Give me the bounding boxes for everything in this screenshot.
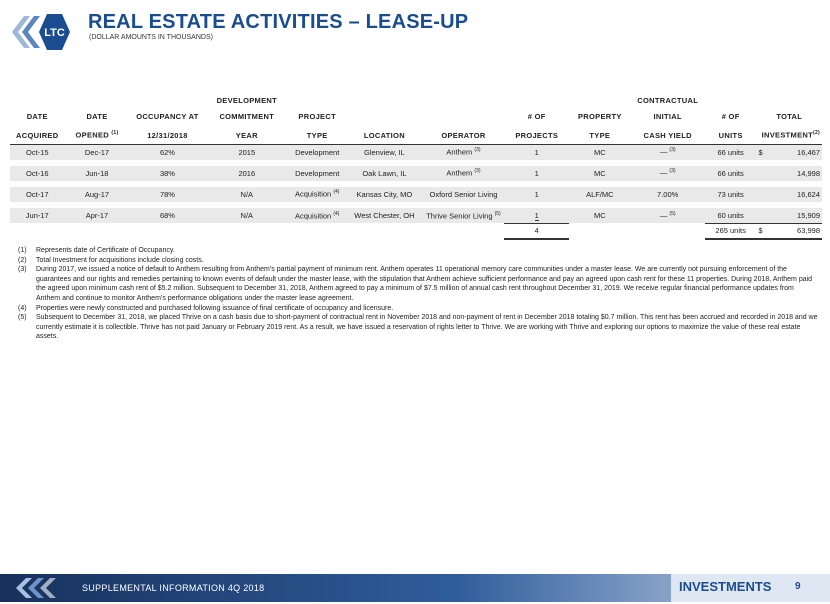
table-row	[10, 144, 822, 160]
col-units-h1	[705, 93, 757, 109]
total-investment: $ 63,998	[756, 223, 822, 239]
cell-units: 66 units	[705, 144, 757, 160]
lease-up-table	[10, 93, 822, 240]
cell-dev-year: 2015	[205, 144, 288, 160]
cell-cash-yield: 7.00%	[631, 187, 705, 202]
page-number: 9	[795, 581, 801, 592]
col-date-opened: OPENED $^{(1)}$	[65, 125, 130, 144]
footnote: (5) Subsequent to December 31, 2018, we placed Thrive on a cash basis due to short-payment of contractual rent in November 2018 and non-payment of rent in December 2018 totaling $0.7 million. This rent has been accrued and recorded in 2018 and we currently estimate it is collectible. Thrive has not paid January or February 2019 rent. As a result, we have issued a reservation of rights letter to Thrive. We are working with Thrive and exploring our options to maximize the value of these real estate assets.	[18, 314, 818, 341]
cell-operator: Thrive Senior Living $^{(5)}$	[423, 208, 505, 224]
cell-property-type: ALF/MC	[569, 187, 630, 202]
col-dev-commitment: YEAR	[205, 125, 288, 144]
col-property-type-h2: PROPERTY	[577, 112, 622, 121]
table-row	[10, 187, 822, 202]
cell-operator: Oxford Senior Living	[423, 187, 505, 202]
cell-property-type: MC	[569, 208, 630, 224]
col-occupancy-h2: OCCUPANCY AT	[136, 112, 199, 121]
cell-occupancy: 62%	[129, 144, 205, 160]
cell-project-type: Acquisition $^{(4)}$	[288, 187, 346, 202]
cell-operator: Anthem $^{(3)}$	[423, 166, 505, 181]
cell-operator: Anthem $^{(3)}$	[423, 144, 505, 160]
total-units: 265 units	[705, 223, 757, 239]
cell-project-type: Development	[288, 144, 346, 160]
cell-investment: 15,909	[756, 208, 822, 224]
cell-date-opened: Dec-17	[65, 144, 130, 160]
col-dev-commitment-h2: COMMITMENT	[219, 112, 275, 121]
cell-location: Kansas City, MO	[346, 187, 422, 202]
col-investment: INVESTMENT$^{(2)}$	[756, 125, 822, 144]
col-investment-h2: TOTAL	[776, 112, 803, 121]
cell-location: Glenview, IL	[346, 144, 422, 160]
col-projects-h2: # OF	[527, 112, 546, 121]
cell-date-opened: Aug-17	[65, 187, 130, 202]
cell-cash-yield: — $^{(3)}$	[631, 166, 705, 181]
chevron-logo-icon	[14, 576, 64, 600]
col-project-type: TYPE	[288, 125, 346, 144]
cell-dev-year: N/A	[205, 208, 288, 224]
totals-row	[10, 223, 822, 239]
footnote: (1) Represents date of Certificate of Occupancy.	[18, 247, 175, 254]
col-date-opened-h2: DATE	[86, 112, 108, 121]
cell-date-opened: Apr-17	[65, 208, 130, 224]
col-projects: PROJECTS	[504, 125, 569, 144]
col-property-type: TYPE	[569, 125, 630, 144]
page-subtitle: (DOLLAR AMOUNTS IN THOUSANDS)	[89, 34, 213, 41]
cell-date-acquired: Jun-17	[10, 208, 65, 224]
col-dev-commitment-h1: DEVELOPMENT	[216, 96, 277, 105]
cell-cash-yield: — $^{(3)}$	[631, 144, 705, 160]
footer-section-box	[671, 574, 830, 602]
cell-occupancy: 78%	[129, 187, 205, 202]
cell-cash-yield: — $^{(5)}$	[631, 208, 705, 224]
svg-text:LTC: LTC	[44, 27, 65, 39]
footnote: (3) During 2017, we issued a notice of default to Anthem resulting from Anthem’s partial payment of minimum rent. Anthem operates 11 operational memory care communities under a master lease. We are currently not pursuing enforcement of the guarantees and our rights and remedies pertaining to known events of default under the master lease, with the stipulation that Anthem achieve sufficient performance and pay an agreed upon cash rent for these 11 properties. During 2018, Anthem paid the agreed upon minimum cash rent of $5.2 million. Subsequent to December 31, 2018, Anthem agreed to pay a minimum of $7.5 million of annual cash rent throughout December 31, 2019. We receive regular financial performance updates from Anthem and continue to monitor Anthem’s performance obligations under the master lease agreement.	[18, 266, 813, 302]
col-date-acquired-h2: DATE	[26, 112, 48, 121]
cell-date-acquired: Oct-16	[10, 166, 65, 181]
cell-units: 66 units	[705, 166, 757, 181]
cell-date-acquired: Oct-17	[10, 187, 65, 202]
header-row-1	[10, 93, 822, 109]
col-location: LOCATION	[346, 125, 422, 144]
col-date-acquired: ACQUIRED	[10, 125, 65, 144]
total-projects: 4	[504, 223, 569, 239]
col-cash-yield-h1: CONTRACTUAL	[637, 96, 699, 105]
cell-units: 60 units	[705, 208, 757, 224]
col-project-type-h1	[288, 93, 346, 109]
col-units: UNITS	[705, 125, 757, 144]
footer	[0, 574, 830, 604]
col-cash-yield: CASH YIELD	[631, 125, 705, 144]
cell-project-type: Development	[288, 166, 346, 181]
cell-occupancy: 38%	[129, 166, 205, 181]
cell-dev-year: 2016	[205, 166, 288, 181]
col-location-h1	[346, 93, 422, 109]
cell-investment: 14,998	[756, 166, 822, 181]
cell-occupancy: 68%	[129, 208, 205, 224]
cell-property-type: MC	[569, 166, 630, 181]
cell-projects: 1	[504, 166, 569, 181]
col-operator-h1	[423, 93, 505, 109]
col-operator-h2	[423, 109, 505, 125]
ltc-logo	[10, 10, 80, 54]
col-projects-h1	[504, 93, 569, 109]
cell-property-type: MC	[569, 144, 630, 160]
header-row-3	[10, 125, 822, 144]
cell-investment: 16,624	[756, 187, 822, 202]
cell-location: West Chester, OH	[346, 208, 422, 224]
cell-units: 73 units	[705, 187, 757, 202]
header-row-2	[10, 109, 822, 125]
table-row	[10, 166, 822, 181]
footnote: (2) Total Investment for acquisitions include closing costs.	[18, 256, 204, 264]
cell-date-acquired: Oct-15	[10, 144, 65, 160]
col-project-type-h2: PROJECT	[298, 112, 336, 121]
col-investment-h1	[756, 93, 822, 109]
col-location-h2	[346, 109, 422, 125]
col-property-type-h1	[569, 93, 630, 109]
cell-projects: 1	[504, 187, 569, 202]
col-units-h2: # OF	[721, 112, 740, 121]
col-date-acquired-h1	[10, 93, 65, 109]
footnote: (4) Properties were newly constructed and purchased following issuance of final certificate of occupancy and licensure.	[18, 304, 394, 312]
col-occupancy: 12/31/2018	[129, 125, 205, 144]
cell-dev-year: N/A	[205, 187, 288, 202]
cell-date-opened: Jun-18	[65, 166, 130, 181]
cell-projects: 1	[504, 208, 569, 224]
col-date-opened-h1	[65, 93, 130, 109]
footer-text: SUPPLEMENTAL INFORMATION 4Q 2018	[82, 583, 265, 593]
page-title: REAL ESTATE ACTIVITIES – LEASE-UP	[88, 11, 469, 33]
footnotes	[18, 246, 818, 342]
col-cash-yield-h2: INITIAL	[653, 112, 682, 121]
footer-section-label: INVESTMENTS	[679, 579, 772, 594]
cell-investment: $ 16,467	[756, 144, 822, 160]
table-row	[10, 208, 822, 224]
cell-project-type: Acquisition $^{(4)}$	[288, 208, 346, 224]
svg-text:REIT: REIT	[65, 44, 75, 49]
cell-location: Oak Lawn, IL	[346, 166, 422, 181]
cell-projects: 1	[504, 144, 569, 160]
col-operator: OPERATOR	[423, 125, 505, 144]
col-occupancy-h1	[129, 93, 205, 109]
